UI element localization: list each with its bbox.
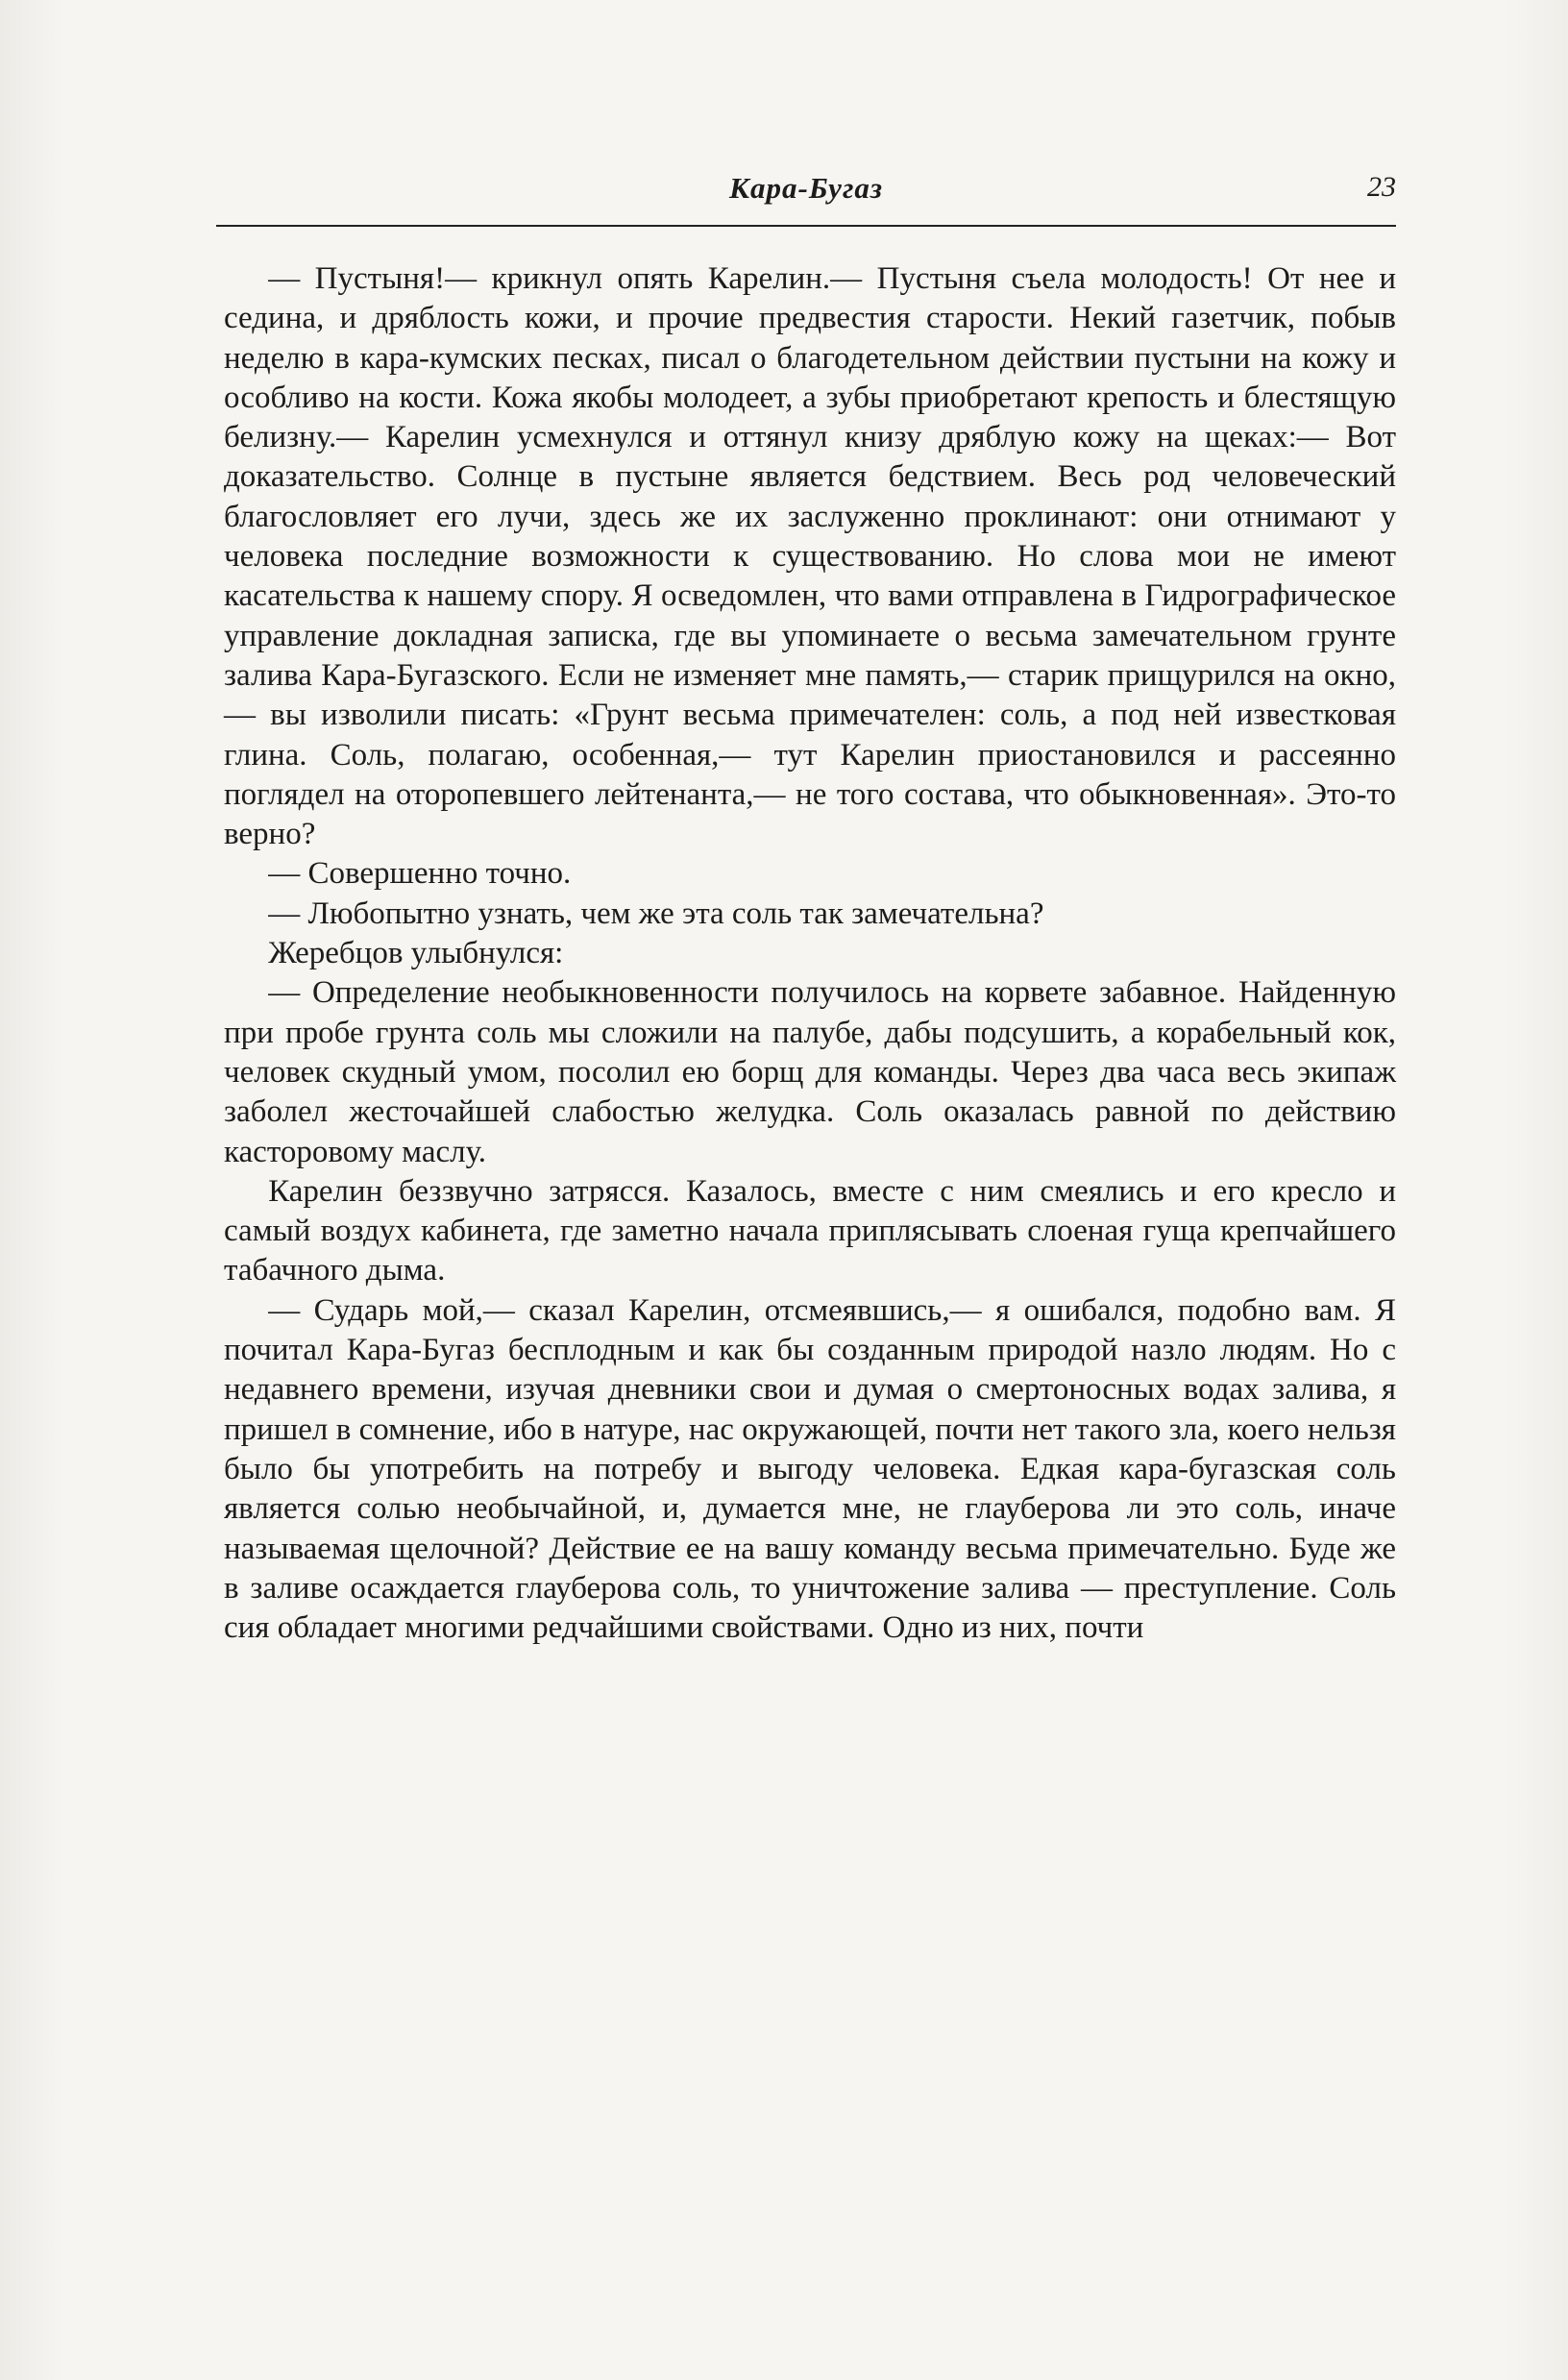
body-text — [224, 259, 1396, 1648]
running-title: Кара-Бугаз — [729, 171, 883, 205]
running-head — [216, 171, 1396, 215]
paragraph: — Совершенно точно. — [268, 856, 572, 892]
paragraph: — Пустыня!— крикнул опять Карелин.— Пустыня съела молодость! От нее и седина, и дряблость кожи, и прочие предвестия старости. Некий газетчик, побыв неделю в кара-кумских песках, писал о благодетельном действии пустыни на кожу и особливо на кости. Кожа якобы молодеет, а зубы приобретают крепость и блестящую белизну.— Карелин усмехнулся и оттянул книзу дряблую кожу на щеках:— Вот доказательство. Солнце в пустыне является бедствием. Весь род человеческий благословляет его лучи, здесь же их заслуженно проклинают: они отнимают у человека последние возможности к существованию. Но слова мои не имеют касательства к нашему спору. Я осведомлен, что вами отправлена в Гидрографическое управление докладная записка, где вы упоминаете о весьма замечательном грунте залива Кара-Бугазского. Если не изменяет мне память,— старик прищурился на окно,— вы изволили писать: «Грунт весьма примечателен: соль, а под ней известковая глина. Соль, полагаю, особенная,— тут Карелин приостановился и рассеянно поглядел на оторопевшего лейтенанта,— не того состава, что обыкновенная». Это-то верно? — [224, 261, 1396, 852]
paragraph: — Определение необыкновенности получилось на корвете забавное. Найденную при пробе грунта соль мы сложили на палубе, дабы подсушить, а корабельный кок, человек скудный умом, посолил ею борщ для команды. Через два часа весь экипаж заболел жесточайшей слабостью желудка. Соль оказалась равной по действию касторовому маслу. — [224, 975, 1396, 1169]
paragraph: Жеребцов улыбнулся: — [268, 936, 564, 971]
header-rule — [216, 225, 1396, 227]
paragraph: — Любопытно узнать, чем же эта соль так замечательна? — [268, 896, 1044, 931]
paragraph: — Сударь мой,— сказал Карелин, отсмеявшись,— я ошибался, подобно вам. Я почитал Кара-Бугаз бесплодным и как бы созданным природой назло людям. Но с недавнего времени, изучая дневники свои и думая о смертоносных водах залива, я пришел в сомнение, ибо в натуре, нас окружающей, почти нет такого зла, коего нельзя было бы употребить на потребу и выгоду человека. Едкая кара-бугазская соль является солью необычайной, и, думается мне, не глауберова ли это соль, иначе называемая щелочной? Действие ее на вашу команду весьма примечательно. Буде же в заливе осаждается глауберова соль, то уничтожение залива — преступление. Соль сия обладает многими редчайшими свойствами. Одно из них, почти — [224, 1292, 1396, 1646]
page-number: 23 — [1367, 171, 1396, 203]
paragraph: Карелин беззвучно затрясся. Казалось, вместе с ним смеялись и его кресло и самый воздух кабинета, где заметно начала приплясывать слоеная гуща крепчайшего табачного дыма. — [224, 1173, 1396, 1288]
